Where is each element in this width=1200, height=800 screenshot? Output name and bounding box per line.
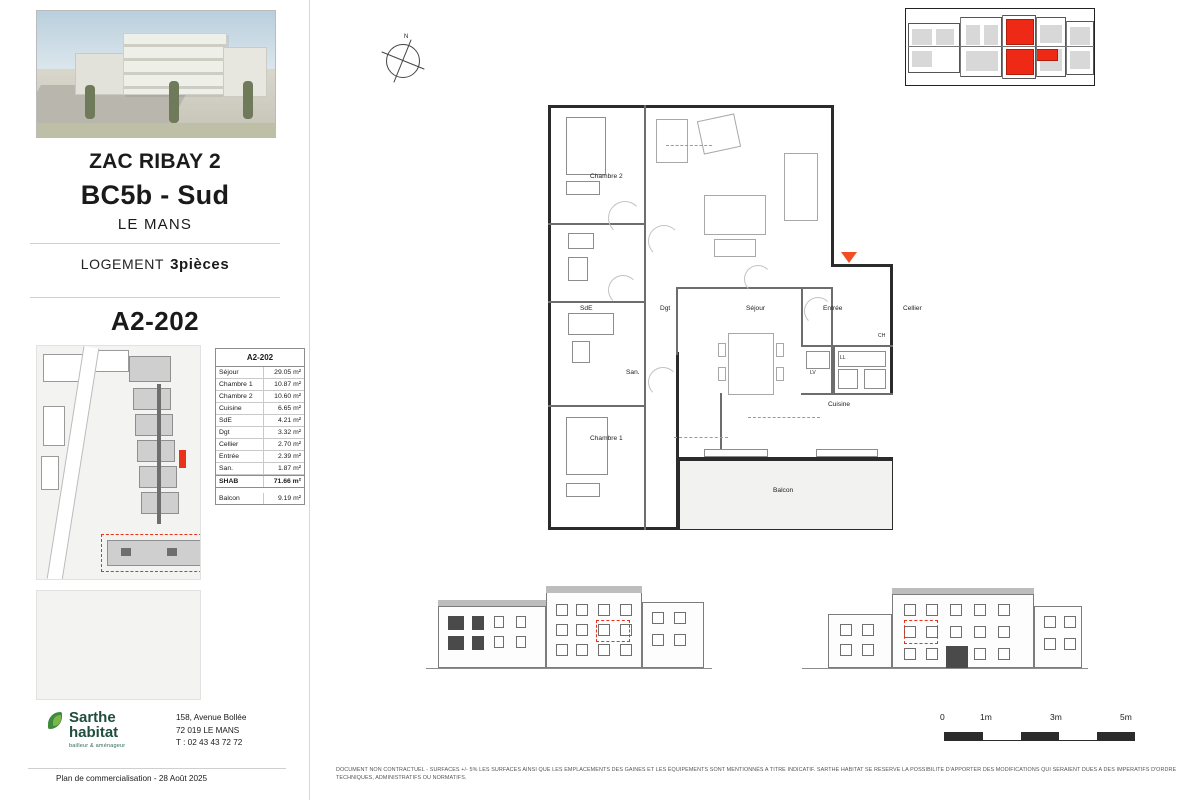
plan-date: Plan de commercialisation - 28 Août 2025 [56, 774, 208, 783]
company-address [176, 712, 246, 750]
room-name: Dgt [216, 427, 264, 438]
table-row [216, 427, 304, 439]
elevation-rear [800, 578, 1090, 674]
project-building-name: BC5b - Sud [80, 180, 230, 210]
company-name-line2: habitat [69, 724, 119, 741]
site-plan-detail [36, 590, 201, 700]
appliance-label-ll: LL [840, 355, 846, 361]
divider [30, 243, 280, 244]
table-row [216, 379, 304, 391]
divider [30, 297, 280, 298]
table-row-extra [216, 493, 304, 504]
building-photo [36, 10, 276, 138]
table-row-total [216, 475, 304, 488]
room-name: Entrée [216, 451, 264, 462]
room-label-chambre2: Chambre 2 [590, 173, 623, 180]
appliance-label-ch: CH [878, 333, 886, 339]
logement-value: 3pièces [170, 256, 230, 273]
photo-tree [169, 81, 179, 123]
room-label-chambre1: Chambre 1 [590, 435, 623, 442]
site-plan-overview [36, 345, 201, 580]
room-label-san: San. [626, 369, 640, 376]
room-name: Séjour [216, 367, 264, 378]
scale-tick-2: 3m [1050, 712, 1062, 722]
company-tagline: bailleur & aménageur [69, 742, 126, 749]
title-block [0, 150, 310, 233]
room-label-cuisine: Cuisine [828, 401, 850, 408]
photo-building-left [75, 53, 127, 95]
logement-row [0, 256, 310, 273]
divider [28, 768, 286, 769]
room-name: Chambre 1 [216, 379, 264, 390]
elevation-highlight [904, 620, 938, 644]
balcony-area [679, 460, 893, 530]
compass-north-label: N [404, 34, 409, 40]
room-area: 4.21 m² [277, 417, 301, 424]
room-name: Cellier [216, 439, 264, 450]
lot-number: A2-202 [110, 306, 200, 336]
photo-tree [243, 81, 253, 119]
table-row [216, 439, 304, 451]
room-label-sejour: Séjour [746, 305, 766, 312]
scale-tick-1: 1m [980, 712, 992, 722]
room-label-sde: SdE [580, 305, 593, 312]
table-row [216, 403, 304, 415]
room-area: 10.60 m² [274, 393, 301, 400]
room-label-cellier: Cellier [903, 305, 922, 312]
company-name-line1: Sarthe [69, 709, 116, 726]
total-area: 71.66 m² [273, 478, 301, 485]
entrance-marker-icon [841, 252, 857, 263]
scale-bar [940, 712, 1140, 752]
company-logo [46, 710, 166, 749]
key-plan-highlight [1036, 49, 1058, 61]
address-line-2: 72 019 LE MANS [176, 725, 240, 735]
logement-label: LOGEMENT [80, 256, 165, 272]
room-name: Cuisine [216, 403, 264, 414]
left-info-panel [0, 0, 310, 800]
room-area: 1.87 m² [277, 465, 301, 472]
table-row [216, 391, 304, 403]
room-name: San. [216, 463, 264, 474]
photo-grass [37, 123, 275, 137]
elevation-front [424, 578, 714, 674]
project-zac-name: ZAC RIBAY 2 [89, 150, 221, 173]
appliance-label-lv: LV [810, 370, 816, 376]
room-area: 2.39 m² [277, 453, 301, 460]
room-name: Chambre 2 [216, 391, 264, 402]
project-city: LE MANS [117, 216, 193, 233]
key-plan-highlight [1006, 49, 1034, 75]
photo-tree [85, 85, 95, 119]
room-name: SdE [216, 415, 264, 426]
table-row [216, 463, 304, 475]
floor-plan [548, 105, 938, 530]
table-row [216, 415, 304, 427]
room-area: 6.65 m² [277, 405, 301, 412]
total-name: SHAB [216, 476, 264, 487]
surface-table-header: A2-202 [216, 349, 304, 367]
compass-icon [378, 36, 428, 86]
address-line-3: T : 02 43 43 72 72 [176, 738, 243, 748]
elevation-highlight [596, 620, 630, 642]
legal-disclaimer: DOCUMENT NON CONTRACTUEL - SURFACES +/- 5% LES SURFACES AINSI QUE LES EMPLACEMENTS DES GAINES ET LES ÉQUIPEMENTS SONT MENTIONNÉS A TITRE INDICATIF. SARTHE HABITAT SE RESERVE LA POSSIBILITE D'APPORTER DES MODIFICATIONS QUI SERAIENT DUES A DES IMPERATIFS D'ORDRE TECHNIQUES, ADMINISTRATIFS OU NORMATIFS. [336, 767, 1177, 782]
extra-name: Balcon [216, 493, 264, 504]
table-row [216, 451, 304, 463]
room-label-dgt: Dgt [660, 305, 671, 312]
scale-tick-3: 5m [1120, 712, 1132, 722]
room-area: 2.70 m² [277, 441, 301, 448]
table-row [216, 367, 304, 379]
key-plan-highlight [1006, 19, 1034, 45]
key-plan [905, 8, 1095, 86]
leaf-icon [46, 712, 63, 732]
room-label-entree: Entrée [823, 305, 843, 312]
scale-tick-0: 0 [940, 712, 945, 722]
room-area: 3.32 m² [277, 429, 301, 436]
room-area: 10.87 m² [274, 381, 301, 388]
address-line-1: 158, Avenue Bollée [176, 713, 247, 722]
extra-area: 9.19 m² [277, 495, 301, 502]
room-label-balcon: Balcon [773, 487, 794, 494]
surface-table [215, 348, 305, 505]
room-area: 29.05 m² [274, 369, 301, 376]
